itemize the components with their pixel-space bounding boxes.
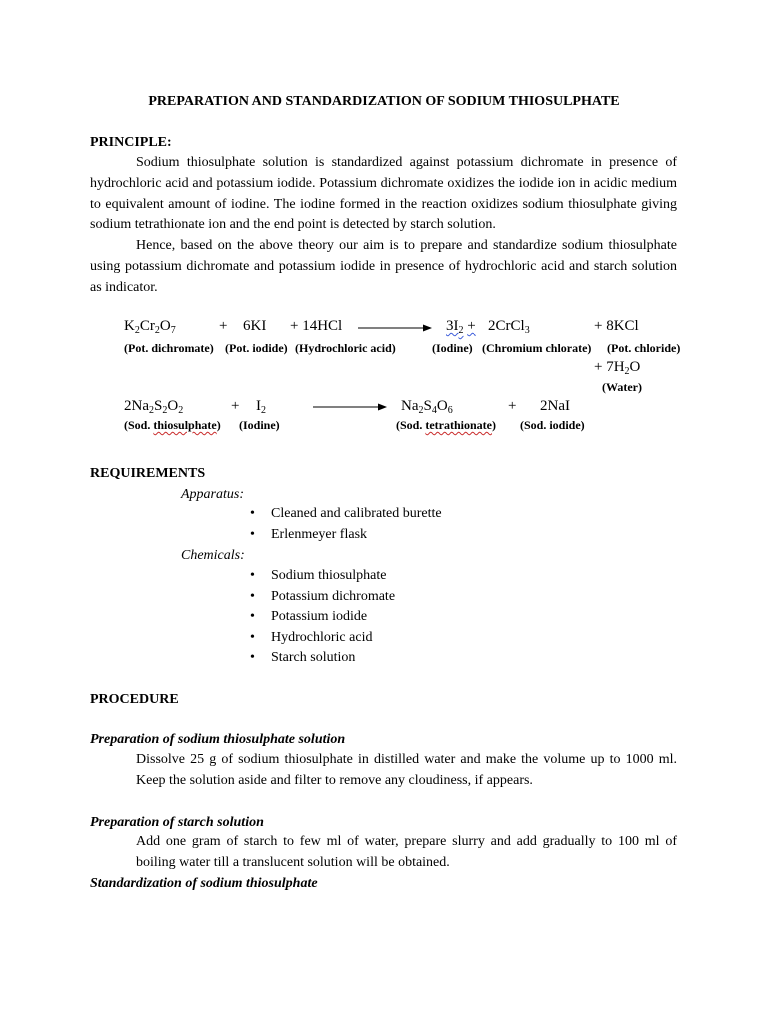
formula-chromium-chlorate: 2CrCl$_3$	[488, 318, 530, 336]
formula-potassium-iodide: 6KI	[243, 318, 267, 334]
prep-thiosulphate-heading: Preparation of sodium thiosulphate solution	[90, 732, 346, 747]
prep-starch-text: Add one gram of starch to few ml of water, prepare slurry and add gradually to 100 ml of boiling water till a translucent solution will be obtained.	[136, 834, 677, 870]
requirements-heading: REQUIREMENTS	[90, 466, 206, 481]
plus-sign: +	[219, 318, 228, 334]
plus-sign: +	[508, 398, 517, 414]
formula-sodium-thiosulphate: $2Na_2S_2O_2$	[124, 398, 184, 416]
label-sod-iodide: (Sod. iodide)	[520, 418, 585, 432]
label-sod-tetrathionate: (Sod. tetrathionate)	[396, 418, 496, 432]
label-sod-thiosulphate: (Sod. thiosulphate)	[124, 418, 221, 432]
label-iodine: (Iodine)	[432, 341, 473, 355]
principle-paragraph-1	[90, 153, 677, 236]
chemicals-list	[247, 566, 395, 669]
formula-iodine: $3I_2$ +	[446, 318, 476, 336]
list-item: • Cleaned and calibrated burette	[247, 504, 442, 525]
reaction-arrow-icon	[313, 401, 387, 413]
chemicals-label: Chemicals:	[181, 548, 245, 563]
label-pot-dichromate: (Pot. dichromate)	[124, 341, 214, 355]
principle-paragraph-1-text: Sodium thiosulphate solution is standardized against potassium dichromate in presence of hydrochloric acid and potassium iodide. Potassium dichromate oxidizes the iodide ion in acidic medium to equivalent amount of iodine. The iodine formed in the reaction oxidizes sodium thiosulphate giving sodium tetrathionate ion and the end point is detected by starch solution.	[90, 155, 677, 233]
prep-thiosulphate-text: Dissolve 25 g of sodium thiosulphate in distilled water and make the volume up to 1000 ml. Keep the solution aside and filter to remove any cloudiness, if appears.	[136, 752, 677, 788]
list-item: • Potassium iodide	[247, 607, 395, 628]
list-item: • Potassium dichromate	[247, 587, 395, 608]
standardization-heading: Standardization of sodium thiosulphate	[90, 876, 318, 891]
label-pot-chloride: (Pot. chloride)	[607, 341, 681, 355]
label-water: (Water)	[602, 380, 642, 394]
page-title: PREPARATION AND STANDARDIZATION OF SODIUM THIOSULPHATE	[148, 94, 620, 109]
label-hydrochloric-acid: (Hydrochloric acid)	[295, 341, 396, 355]
principle-heading: PRINCIPLE:	[90, 135, 172, 150]
apparatus-list	[247, 504, 442, 545]
formula-sodium-tetrathionate: $Na_2S_4O_6$	[401, 398, 453, 416]
reaction-arrow-icon	[358, 322, 432, 334]
list-item: • Starch solution	[247, 648, 395, 669]
principle-paragraph-2-text: Hence, based on the above theory our aim is to prepare and standardize sodium thiosulphate using potassium dichromate and potassium iodide in presence of hydrochloric acid and starch solution as indicator.	[90, 238, 677, 295]
list-item: • Erlenmeyer flask	[247, 525, 442, 546]
apparatus-label: Apparatus:	[181, 487, 244, 502]
prep-starch-heading: Preparation of starch solution	[90, 815, 264, 830]
label-pot-iodide: (Pot. iodide)	[225, 341, 288, 355]
label-chromium-chlorate: (Chromium chlorate)	[482, 341, 592, 355]
formula-potassium-chloride: + 8KCl	[594, 318, 639, 334]
list-item: • Sodium thiosulphate	[247, 566, 395, 587]
procedure-heading: PROCEDURE	[90, 692, 179, 707]
principle-paragraph-2	[90, 236, 677, 298]
formula-sodium-iodide: 2NaI	[540, 398, 570, 414]
formula-hydrochloric-acid: + 14HCl	[290, 318, 343, 334]
plus-sign: +	[231, 398, 240, 414]
list-item: • Hydrochloric acid	[247, 628, 395, 649]
label-iodine: (Iodine)	[239, 418, 280, 432]
formula-potassium-dichromate: $K_2Cr_2O_7$	[124, 318, 176, 336]
formula-water: + $7H_2O$	[594, 359, 641, 377]
formula-iodine: $I_2$	[256, 398, 266, 416]
